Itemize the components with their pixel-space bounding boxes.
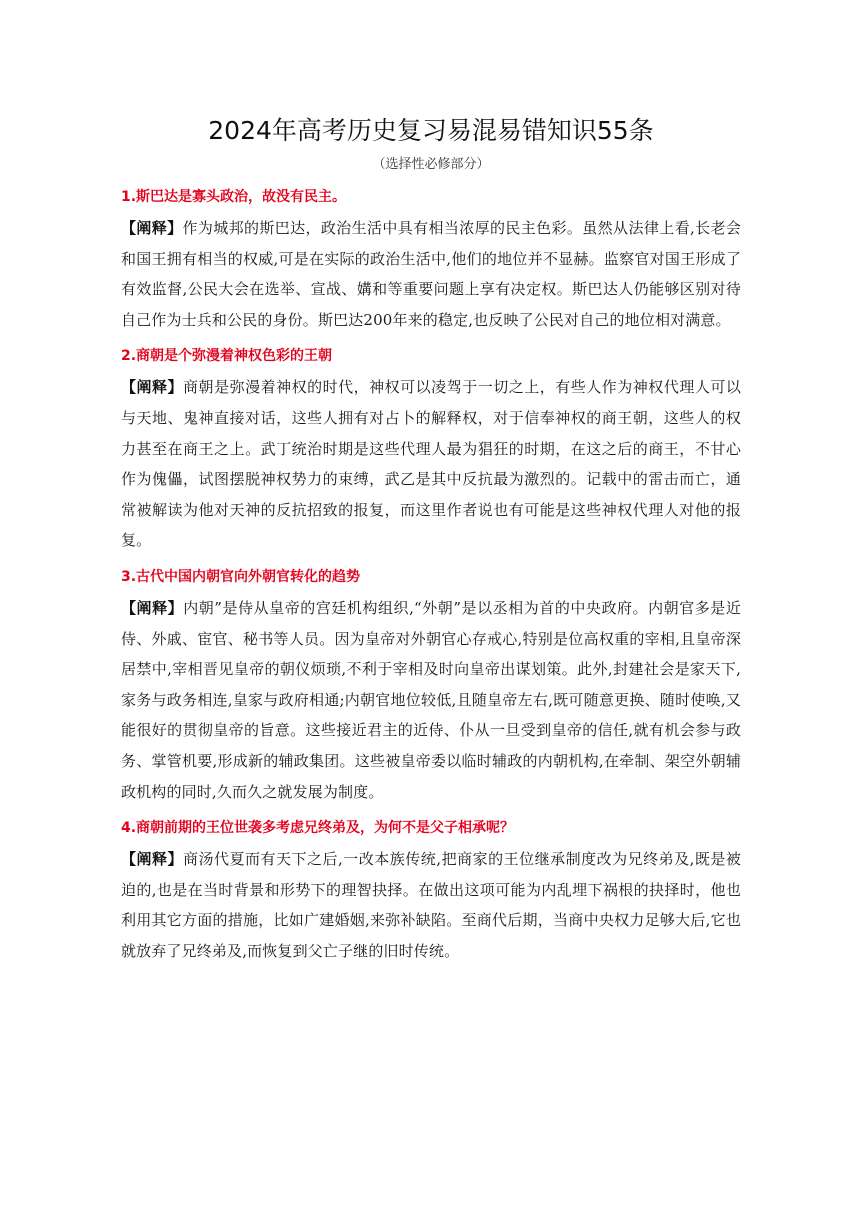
knowledge-item-2 bbox=[121, 340, 741, 556]
document-page bbox=[121, 0, 741, 966]
document-title: 2024年高考历史复习易混易错知识55条 bbox=[208, 116, 654, 145]
item-heading: 1.斯巴达是寡头政治，故没有民主。 bbox=[121, 189, 347, 205]
document-subtitle: （选择性必修部分） bbox=[372, 157, 490, 172]
explanation-text: 商汤代夏而有天下之后,一改本族传统,把商家的王位继承制度改为兄终弟及,既是被迫的,也是在当时背景和形势下的理智抉择。在做出这项可能为内乱埋下祸根的抉择时，他也利用其它方面的措施，比如广建婚姻,来弥补缺陷。至商代后期，当商中央权力足够大后,它也就放弃了兄终弟及,而恢复到父亡子继的旧时传统。 bbox=[121, 850, 741, 960]
explanation-text: 作为城邦的斯巴达，政治生活中具有相当浓厚的民主色彩。虽然从法律上看,长老会和国王拥有相当的权威,可是在实际的政治生活中,他们的地位并不显赫。监察官对国王形成了有效监督,公民大会在选举、宣战、媾和等重要问题上享有决定权。斯巴达人仍能够区别对待自己作为士兵和公民的身份。斯巴达200年来的稳定,也反映了公民对自己的地位相对满意。 bbox=[121, 219, 741, 329]
explanation-tag: 【阐释】 bbox=[121, 219, 183, 237]
explanation-tag: 【阐释】 bbox=[121, 378, 184, 397]
item-explanation bbox=[121, 372, 741, 556]
item-heading: 3.古代中国内朝官向外朝官转化的趋势 bbox=[121, 568, 361, 585]
explanation-text: 内朝”是侍从皇帝的宫廷机构组织,“外朝”是以丞相为首的中央政府。内朝官多是近侍、外戚、宦官、秘书等人员。因为皇帝对外朝官心存戒心,特别是位高权重的宰相,且皇帝深居禁中,宰相晋见皇帝的朝仪烦琐,不利于宰相及时向皇帝出谋划策。此外,封建社会是家天下,家务与政务相连,皇家与政府相通;内朝官地位较低,且随皇帝左右,既可随意更换、随时使唤,又能很好的贯彻皇帝的旨意。这些接近君主的近侍、仆从一旦受到皇帝的信任,就有机会参与政务、掌管机要,形成新的辅政集团。这些被皇帝委以临时辅政的内朝机构,在牵制、架空外朝辅政机构的同时,久而久之就发展为制度。 bbox=[121, 598, 741, 801]
item-explanation bbox=[121, 844, 741, 966]
explanation-tag: 【阐释】 bbox=[121, 850, 184, 869]
item-heading: 2.商朝是个弥漫着神权色彩的王朝 bbox=[121, 348, 333, 365]
explanation-text: 商朝是弥漫着神权的时代，神权可以凌驾于一切之上，有些人作为神权代理人可以与天地、鬼神直接对话，这些人拥有对占卜的解释权，对于信奉神权的商王朝，这些人的权力甚至在商王之上。武丁统治时期是这些代理人最为猖狂的时期，在这之后的商王，不甘心作为傀儡，试图摆脱神权势力的束缚，武乙是其中反抗最为激烈的。记载中的雷击而亡，通常被解读为他对天神的反抗招致的报复，而这里作者说也有可能是这些神权代理人对他的报复。 bbox=[121, 378, 742, 550]
item-explanation bbox=[121, 213, 741, 335]
item-heading: 4.商朝前期的王位世袭多考虑兄终弟及，为何不是父子相承呢？ bbox=[121, 820, 515, 837]
knowledge-item-1 bbox=[121, 181, 741, 335]
explanation-tag: 【阐释】 bbox=[121, 598, 184, 617]
knowledge-item-3 bbox=[121, 561, 741, 807]
item-explanation bbox=[121, 593, 741, 807]
knowledge-item-4 bbox=[121, 812, 741, 966]
